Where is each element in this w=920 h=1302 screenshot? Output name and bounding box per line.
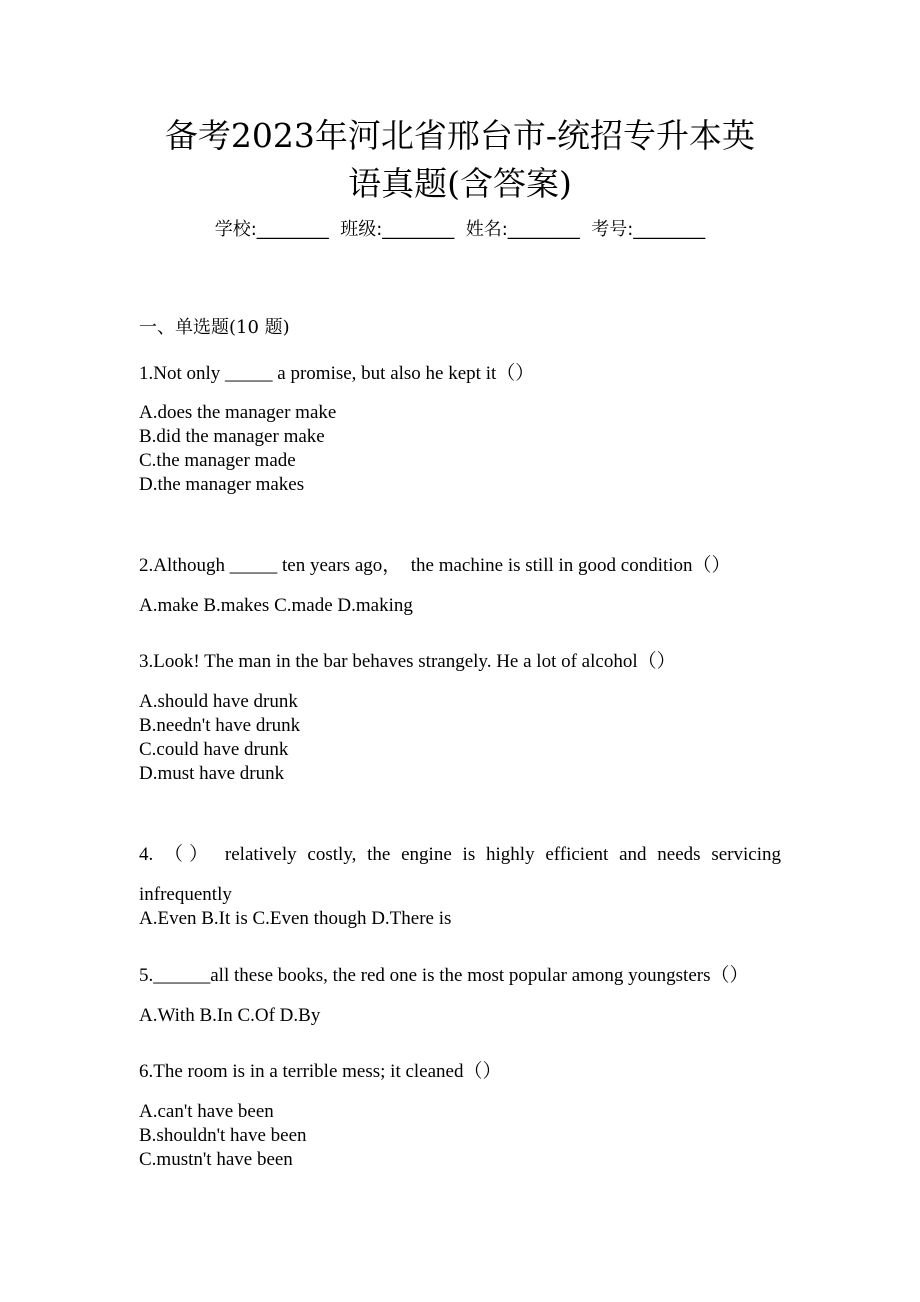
question-6-option-a: A.can't have been	[139, 1101, 274, 1122]
question-3-option-b: B.needn't have drunk	[139, 715, 301, 736]
question-1-option-c: C.the manager made	[139, 450, 296, 471]
question-3-stem: 3.Look! The man in the bar behaves strangely. He a lot of alcohol（）	[139, 651, 676, 672]
question-5-options: A.With B.In C.Of D.By	[139, 1005, 321, 1026]
question-1-option-a: A.does the manager make	[139, 402, 337, 423]
question-1-option-d: D.the manager makes	[139, 474, 305, 495]
question-1-option-b: B.did the manager make	[139, 426, 325, 447]
question-4-options: A.Even B.It is C.Even though D.There is	[139, 908, 452, 929]
exam-title-line-1: 备考2023年河北省邢台市-统招专升本英	[164, 116, 756, 155]
question-1-stem: 1.Not only _____ a promise, but also he kept it（）	[139, 363, 535, 384]
question-3-option-d: D.must have drunk	[139, 763, 285, 784]
exam-title-line-2: 语真题(含答案)	[348, 164, 572, 203]
question-6-stem: 6.The room is in a terrible mess; it cleaned（）	[139, 1061, 502, 1082]
question-5-stem: 5.______all these books, the red one is the most popular among youngsters（）	[139, 965, 749, 986]
question-3-option-c: C.could have drunk	[139, 739, 289, 760]
question-2-options: A.make B.makes C.made D.making	[139, 595, 413, 616]
question-3-option-a: A.should have drunk	[139, 691, 298, 712]
question-4-stem-line-2: infrequently	[139, 884, 232, 905]
section-heading: 一、单选题(10 题)	[139, 317, 290, 338]
question-2-stem: 2.Although _____ ten years ago， the machine is still in good condition（）	[139, 555, 731, 576]
question-4-stem-line-1: 4. （） relatively costly, the engine is highly efficient and needs servicing	[139, 844, 781, 865]
student-info-line: 学校:________ 班级:________ 姓名:________ 考号:________	[214, 219, 706, 240]
question-6-option-c: C.mustn't have been	[139, 1149, 293, 1170]
question-6-option-b: B.shouldn't have been	[139, 1125, 307, 1146]
